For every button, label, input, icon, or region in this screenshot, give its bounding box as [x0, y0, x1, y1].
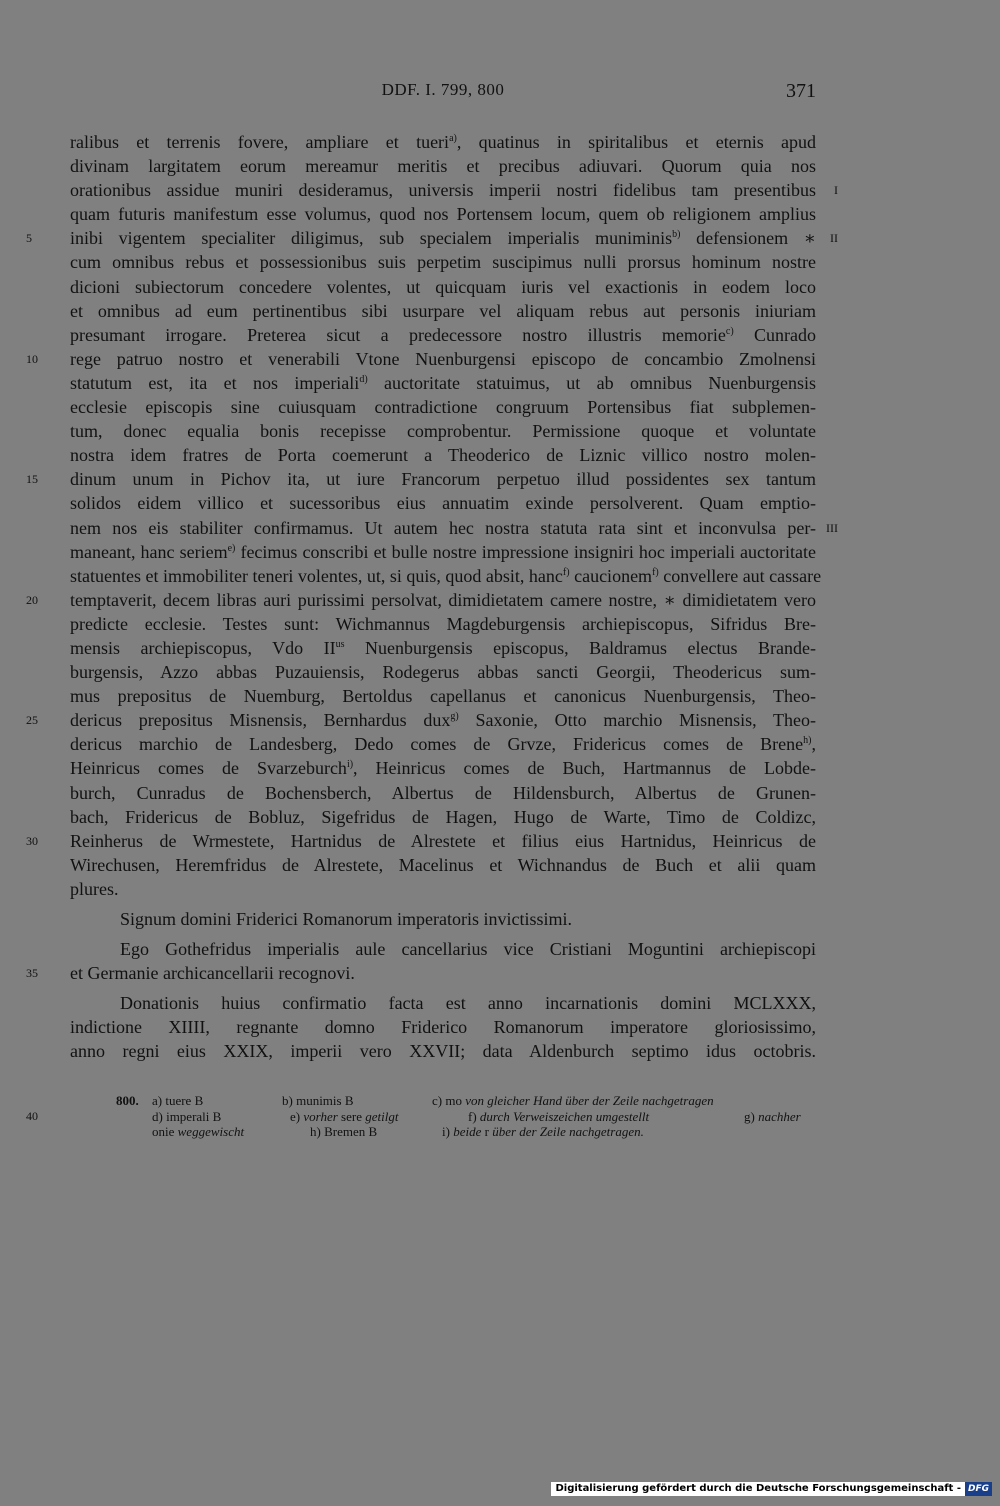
- dating-line: [70, 991, 816, 1015]
- line-text: [70, 469, 816, 489]
- line-text-part: quam futuris manifestum esse volumus, quod nos Portensem locum, quem ob religionem amplius: [70, 204, 816, 225]
- line-text: [70, 783, 816, 803]
- line-text-part: Heinricus comes de Svarzeburch: [70, 758, 347, 779]
- dfg-funding-banner: [551, 1482, 992, 1496]
- line-text: [70, 686, 816, 706]
- text-line: [70, 660, 816, 684]
- margin-reference: II: [830, 231, 838, 246]
- line-text-part: ecclesie episcopis sine cuiusquam contradictione congruum Portensibus fiat subplemen-: [70, 397, 816, 418]
- line-text: [70, 566, 821, 586]
- text-line: [70, 178, 838, 202]
- footnote-marker: b): [672, 229, 681, 241]
- line-text: [70, 638, 816, 658]
- footnote-marker: i): [346, 759, 354, 771]
- line-text-part: ralibus et terrenis fovere, ampliare et tueri: [70, 132, 450, 152]
- line-text-part: et omnibus ad eum pertinentibus sibi usurpare vel aliquam rebus aut personis iniuriam: [70, 300, 816, 321]
- recognition-line: [26, 961, 816, 985]
- footnote-marker: d): [359, 373, 368, 385]
- line-text: [70, 807, 816, 827]
- line-text-part: dericus marchio de Landesberg, Dedo comes de Grvze, Fridericus comes de Brene: [70, 734, 804, 755]
- text-line: [26, 588, 816, 612]
- line-text-part: divinam largitatem eorum mereamur meritis et precibus adiuvari. Quorum quia nos: [70, 156, 816, 177]
- line-text-part: maneant, hanc seriem: [70, 541, 228, 562]
- line-text: [70, 662, 816, 682]
- line-text-part: auctoritate statuimus, ut ab omnibus Nuenburgensis: [367, 372, 816, 393]
- line-text: [70, 734, 816, 754]
- line-text: [70, 518, 816, 538]
- dating-text: anno regni eius XXIX, imperii vero XXVII; data Aldenburch septimo idus octobris.: [70, 1041, 816, 1062]
- line-text: [70, 493, 816, 513]
- line-text: [70, 301, 816, 321]
- line-text: [70, 879, 119, 899]
- line-number: 25: [26, 713, 38, 728]
- line-text-part: predicte ecclesie. Testes sunt: Wichmannus Magdeburgensis archiepiscopus, Sifridus Bre-: [70, 613, 816, 634]
- footnote-marker: a): [449, 133, 457, 144]
- line-text: [70, 156, 816, 176]
- line-text-part: nostra idem fratres de Porta coemerunt a Theoderico de Liznic villico nostro molen-: [70, 445, 816, 466]
- line-text-part: Wirechusen, Heremfridus de Alrestete, Macelinus et Wichnandus de Buch et alii quam: [70, 854, 816, 875]
- text-line: [70, 202, 816, 226]
- critical-apparatus: [26, 1093, 816, 1140]
- line-text-part: bach, Fridericus de Bobluz, Sigefridus de Hagen, Hugo de Warte, Timo de Coldizc,: [70, 806, 816, 827]
- footnote-marker: us: [335, 638, 345, 650]
- line-number: 15: [26, 472, 38, 487]
- text-line: [70, 612, 816, 636]
- line-text-part: rege patruo nostro et venerabili Vtone Nuenburgensi episcopo de concambio Zmolnensi: [70, 348, 816, 369]
- line-text-part: dicioni subiectorum concedere volentes, ut quicquam iuris vel exactionis in eodem loco: [70, 276, 816, 297]
- line-number: 20: [26, 592, 38, 607]
- text-line: [26, 467, 816, 491]
- line-text: [70, 614, 816, 634]
- text-line: [70, 684, 816, 708]
- text-line: [70, 636, 816, 660]
- footnote-marker: e): [227, 542, 236, 554]
- line-text-part: statutum est, ita et nos imperiali: [70, 372, 360, 393]
- line-text: [70, 180, 816, 200]
- line-text-part: inibi vigentem specialiter diligimus, sub specialem imperialis muniminis: [70, 228, 673, 249]
- footnote-marker: f): [652, 566, 659, 578]
- note-doc-number: 800.: [116, 1093, 139, 1108]
- note-line: [70, 1093, 816, 1109]
- dating-line: [70, 1039, 816, 1063]
- line-text: [70, 349, 816, 369]
- dating-line: [70, 1015, 816, 1039]
- text-line: [70, 395, 816, 419]
- line-text: [70, 373, 816, 393]
- text-line: [70, 756, 816, 780]
- note-line: [26, 1108, 816, 1125]
- note-h: h) Bremen B: [310, 1124, 378, 1139]
- line-text: [70, 590, 816, 610]
- text-line: [70, 540, 816, 564]
- text-line: [70, 154, 816, 178]
- note-g: g) nachher: [744, 1108, 801, 1124]
- line-text: [70, 421, 816, 441]
- text-line: [70, 853, 816, 877]
- text-line: [70, 732, 816, 756]
- line-text: [70, 397, 816, 417]
- charter-text: [26, 130, 838, 1064]
- text-line: [70, 491, 816, 515]
- signum-text: Signum domini Friderici Romanorum imperatoris invictissimi.: [120, 909, 572, 929]
- line-text-part: burch, Cunradus de Bochensberch, Albertus de Hildensburch, Albertus de Grunen-: [70, 782, 816, 803]
- note-d: d) imperali B: [152, 1108, 222, 1124]
- recognition-text: Ego Gothefridus imperialis aule cancellarius vice Cristiani Moguntini archiepiscopi: [120, 939, 816, 960]
- text-line: [70, 516, 838, 540]
- line-text: [70, 204, 816, 224]
- note-c: c) mo von gleicher Hand über der Zeile nachgetragen: [432, 1093, 714, 1108]
- line-text-part: Saxonie, Otto marchio Misnensis, Theo-: [458, 710, 816, 731]
- line-text-part: Cunrado: [733, 324, 816, 345]
- line-text: [70, 758, 816, 778]
- line-text-part: Nuenburgensis episcopus, Baldramus electus Brande-: [344, 637, 816, 658]
- text-line: [70, 805, 816, 829]
- line-text-part: nem nos eis stabiliter confirmamus. Ut autem hec nostra statuta rata sint et inconvulsa per-: [70, 517, 816, 538]
- line-text-part: dericus prepositus Misnensis, Bernhardus dux: [70, 710, 451, 731]
- line-text-part: cum omnibus rebus et possessionibus suis perpetim suscipimus nulli prorsus hominum nostre: [70, 252, 816, 273]
- line-text-part: defensionem ∗: [680, 228, 816, 249]
- line-text: [70, 228, 816, 248]
- line-number: 35: [26, 966, 38, 981]
- line-text-part: mensis archiepiscopus, Vdo II: [70, 637, 336, 658]
- line-text-part: presumant irrogare. Preterea sicut a predecessore nostro illustris memorie: [70, 324, 726, 345]
- line-text-part: Reinherus de Wrmestete, Hartnidus de Alrestete et filius eius Hartnidus, Heinricus de: [70, 830, 816, 851]
- line-text: [70, 445, 816, 465]
- dating-text: indictione XIIII, regnante domno Friderico Romanorum imperatore gloriosissimo,: [70, 1017, 816, 1038]
- text-line: [70, 781, 816, 805]
- funding-text: Digitalisierung gefördert durch die Deutsche Forschungsgemeinschaft -: [555, 1483, 961, 1494]
- line-text-part: , quatinus in spiritalibus et eternis apud: [456, 132, 816, 152]
- text-line: [70, 443, 816, 467]
- margin-reference: III: [826, 520, 838, 535]
- line-text-part: caucionem: [569, 565, 653, 586]
- text-line: [70, 250, 816, 274]
- line-text: [70, 132, 816, 152]
- line-text-part: mus prepositus de Nuemburg, Bertoldus capellanus et canonicus Nuenburgensis, Theo-: [70, 686, 816, 707]
- text-line: [26, 708, 816, 732]
- text-line: [26, 226, 838, 250]
- running-title: DDF. I. 799, 800: [381, 80, 505, 99]
- line-text: [70, 831, 816, 851]
- recognition-text: et Germanie archicancellarii recognovi.: [70, 963, 355, 984]
- text-line: [70, 371, 816, 395]
- line-text: [70, 855, 816, 875]
- page-header: [70, 80, 816, 110]
- note-g-continued: onie weggewischt: [152, 1124, 245, 1139]
- signum-line: [70, 907, 816, 931]
- text-line: [26, 829, 816, 853]
- line-text-part: solidos eidem villico et sucessoribus eius annuatim exinde persolverent. Quam emptio-: [70, 493, 816, 514]
- line-text-part: orationibus assidue muniri desideramus, universis imperii nostri fidelibus tam presentibus: [70, 180, 816, 201]
- line-text-part: , Heinricus comes de Buch, Hartmannus de Lobde-: [353, 758, 816, 779]
- text-line: [70, 323, 816, 347]
- line-text-part: burgensis, Azzo abbas Puzauiensis, Rodegerus abbas sancti Georgii, Theodericus sum-: [70, 662, 816, 683]
- note-e: e) vorher sere getilgt: [290, 1108, 399, 1124]
- note-a: a) tuere B: [152, 1093, 204, 1108]
- line-number: 40: [26, 1108, 38, 1123]
- line-text-part: ,: [811, 734, 816, 755]
- line-text: [70, 542, 816, 562]
- dfg-logo: DFG: [965, 1482, 992, 1496]
- note-b: b) munimis B: [282, 1093, 354, 1108]
- text-line: [70, 564, 822, 588]
- dating-text: Donationis huius confirmatio facta est anno incarnationis domini MCLXXX,: [120, 993, 816, 1014]
- line-number: 10: [26, 351, 38, 366]
- line-text-part: plures.: [70, 878, 119, 899]
- recognition-line: [70, 937, 816, 961]
- note-line: [70, 1124, 816, 1140]
- line-text-part: fecimus conscribi et bulle nostre impressione insigniri hoc imperiali auctoritate: [235, 541, 816, 562]
- text-line: [70, 299, 816, 323]
- footnote-marker: h): [803, 735, 812, 747]
- page-number: 371: [786, 80, 816, 102]
- footnote-marker: c): [725, 325, 734, 337]
- text-line: [70, 275, 816, 299]
- note-i: i) beide r über der Zeile nachgetragen.: [442, 1124, 644, 1139]
- footnote-marker: f): [562, 566, 570, 578]
- line-text-part: convellere aut cassare: [658, 565, 822, 586]
- text-line: [26, 347, 816, 371]
- margin-reference: I: [834, 183, 838, 198]
- line-text-part: tum, donec equalia bonis recepisse comprobentur. Permissione quoque et voluntate: [70, 421, 816, 442]
- line-text-part: dinum unum in Pichov ita, ut iure Francorum perpetuo illud possidentes sex tantum: [70, 469, 816, 490]
- line-text-part: temptaverit, decem libras auri purissimi persolvat, dimidietatem camere nostre, ∗ dimidietatem vero: [70, 589, 816, 610]
- note-f: f) durch Verweiszeichen umgestellt: [468, 1108, 650, 1124]
- line-text: [70, 325, 816, 345]
- line-number: 5: [26, 231, 32, 246]
- line-text: [70, 710, 816, 730]
- line-number: 30: [26, 833, 38, 848]
- line-text-part: statuentes et immobiliter teneri volentes, ut, si quis, quod absit, hanc: [70, 565, 563, 586]
- text-line: [70, 130, 816, 154]
- footnote-marker: g): [450, 711, 459, 723]
- text-line: [70, 877, 816, 901]
- line-text: [70, 277, 816, 297]
- line-text: [70, 252, 816, 272]
- text-line: [70, 419, 816, 443]
